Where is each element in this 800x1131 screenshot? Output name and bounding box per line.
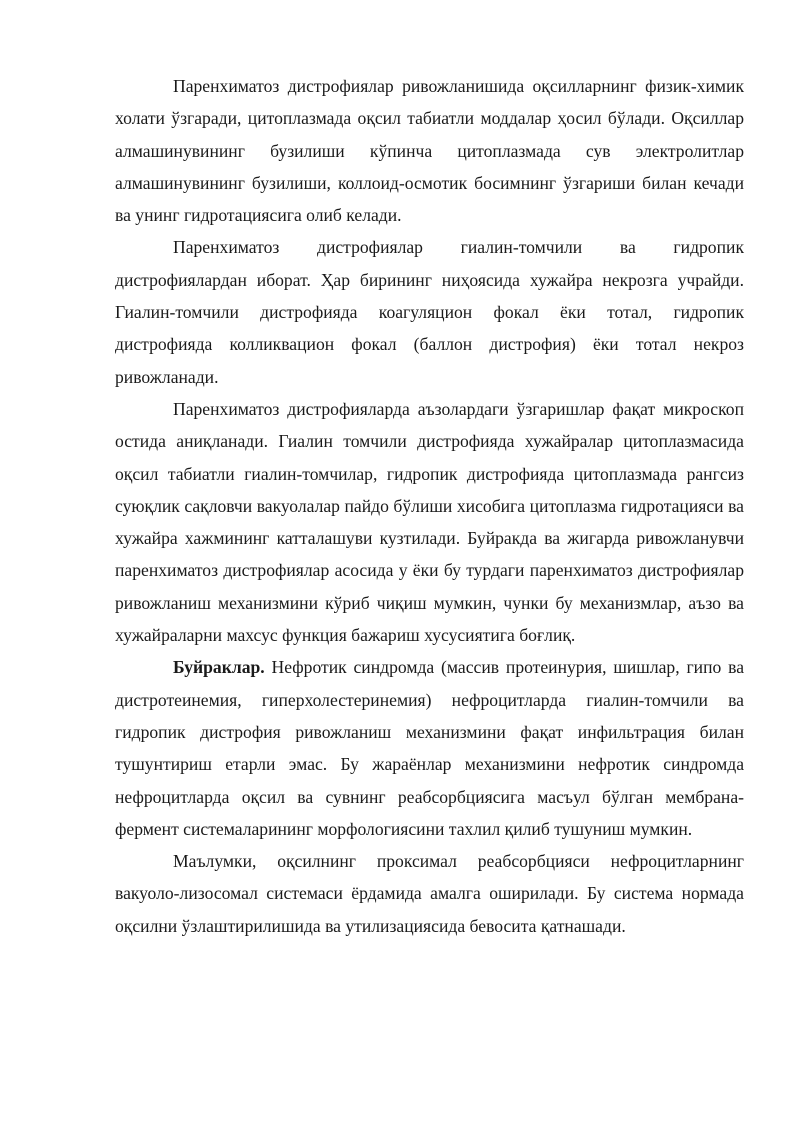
paragraph-1-text: Паренхиматоз дистрофиялар ривожланишида оқсилларнинг физик-химик холати ўзгаради, цитоплазмада оқсил табиатли моддалар ҳосил бўлади. Оқсиллар алмашинувининг бузилиши кўпинча цитоплазмада сув электролитлар алмашинувининг бузилиши, коллоид-осмотик босимнинг ўзгариши билан кечади ва унинг гидротациясига олиб келади. — [115, 76, 744, 226]
paragraph-4 — [115, 651, 744, 845]
paragraph-4-text: Нефротик синдромда (массив протеинурия, шишлар, гипо ва дистротеинемия, гиперхолестеринемия) нефроцитларда гиалин-томчили ва гидропик дистрофия ривожланиш механизмини фақат инфильтрация билан тушунтириш етарли эмас. Бу жараёнлар механизмини нефротик синдромда нефроцитларда оқсил ва сувнинг реабсорбциясига масъул бўлган мембрана-фермент системаларининг морфологиясини тахлил қилиб тушуниш мумкин. — [115, 657, 744, 839]
paragraph-4-lead: Буйраклар. — [173, 657, 265, 678]
paragraph-3-text: Паренхиматоз дистрофияларда аъзолардаги ўзгаришлар фақат микроскоп остида аниқланади. Гиалин томчили дистрофияда хужайралар цитоплазмасида оқсил табиатли гиалин-томчилар, гидропик дистрофияда цитоплазмада рангсиз суюқлик сақловчи вакуолалар пайдо бўлиши хисобига цитоплазма гидротацияси ва хужайра хажмининг катталашуви кузтилади. Буйракда ва жигарда ривожланувчи паренхиматоз дистрофиялар асосида у ёки бу турдаги паренхиматоз дистрофиялар ривожланиш механизмини кўриб чиқиш мумкин, чунки бу механизмлар, аъзо ва хужайраларни махсус функция бажариш хусусиятига боғлиқ. — [115, 398, 744, 646]
paragraph-1 — [115, 70, 744, 231]
paragraph-2-text: Паренхиматоз дистрофиялар гиалин-томчили ва гидропик дистрофиялардан иборат. Ҳар бирининг ниҳоясида хужайра некрозга учрайди. Гиалин-томчили дистрофияда коагуляцион фокал ёки тотал, гидропик дистрофияда колликвацион фокал (баллон дистрофия) ёки тотал некроз ривожланади. — [115, 237, 744, 387]
paragraph-5 — [115, 845, 744, 942]
paragraph-3 — [115, 393, 744, 651]
paragraph-2 — [115, 231, 744, 392]
paragraph-5-text: Маълумки, оқсилнинг проксимал реабсорбцияси нефроцитларнинг вакуоло-лизосомал системаси ёрдамида амалга оширилади. Бу система нормада оқсилни ўзлаштирилишида ва утилизациясида бевосита қатнашади. — [115, 851, 744, 936]
